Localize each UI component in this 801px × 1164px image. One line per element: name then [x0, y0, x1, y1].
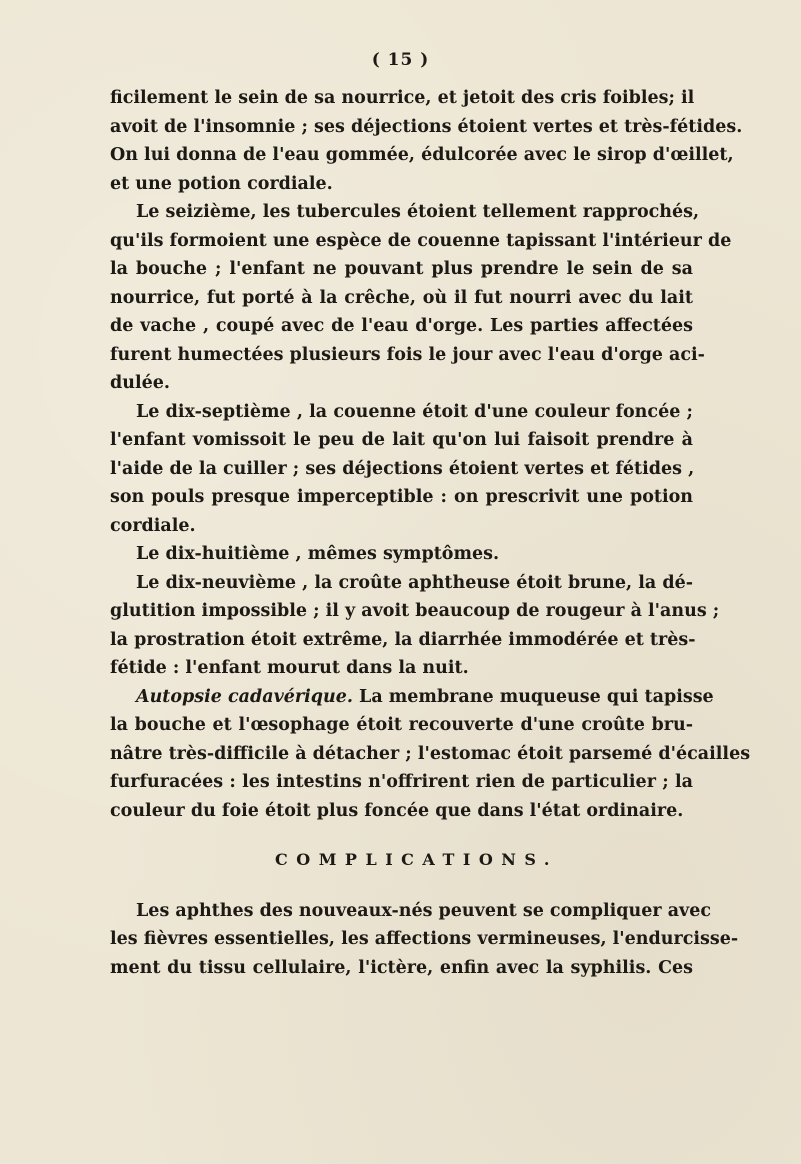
text-line: On lui donna de l'eau gommée, édulcorée avec le sirop d'œillet,	[110, 145, 734, 165]
text-line: Les aphthes des nouveaux-nés peuvent se compliquer avec	[136, 900, 712, 921]
text-line: les fièvres essentielles, les affections vermineuses, l'endurcisse-	[110, 929, 739, 949]
text-line: l'aide de la cuiller ; ses déjections étoient vertes et fétides ,	[110, 458, 695, 479]
paragraph	[110, 398, 693, 541]
text-line: la prostration étoit extrême, la diarrhée immodérée et très-	[110, 629, 696, 650]
text-line: couleur du foie étoit plus foncée que dans l'état ordinaire.	[110, 800, 684, 821]
text-line: ment du tissu cellulaire, l'ictère, enfin avec la syphilis. Ces	[110, 957, 693, 978]
text-line: avoit de l'insomnie ; ses déjections étoient vertes et très-fétides.	[110, 116, 743, 137]
text-fragment: La membrane muqueuse qui tapisse	[352, 686, 714, 707]
paragraph	[110, 897, 739, 983]
text-line: Le dix-neuvième , la croûte aphtheuse étoit brune, la dé-	[136, 572, 693, 593]
text-line: la bouche ; l'enfant ne pouvant plus prendre le sein de sa	[110, 259, 693, 279]
paragraph	[110, 540, 693, 569]
text-line: dulée.	[110, 373, 170, 393]
text-line: la bouche et l'œsophage étoit recouverte d'une croûte bru-	[110, 715, 693, 735]
text-line: son pouls presque imperceptible : on prescrivit une potion	[110, 487, 693, 507]
paragraph	[110, 84, 743, 198]
text-line: nourrice, fut porté à la crêche, où il fut nourri avec du lait	[110, 287, 693, 308]
text-line: Le dix-septième , la couenne étoit d'une couleur foncée ;	[136, 401, 693, 422]
paragraph	[110, 198, 732, 398]
autopsy-lead: Autopsie cadavérique.	[136, 686, 353, 707]
text-line	[110, 683, 714, 712]
text-line: glutition impossible ; il y avoit beaucoup de rougeur à l'anus ;	[110, 601, 720, 621]
section-heading: COMPLICATIONS.	[275, 850, 558, 869]
paragraph-autopsy	[110, 683, 751, 826]
text-line: fétide : l'enfant mourut dans la nuit.	[110, 658, 469, 678]
text-line: l'enfant vomissoit le peu de lait qu'on lui faisoit prendre à	[110, 430, 693, 450]
paragraph	[110, 569, 720, 683]
text-line: cordiale.	[110, 515, 196, 536]
text-line: et une potion cordiale.	[110, 173, 333, 194]
text-line: furent humectées plusieurs fois le jour avec l'eau d'orge aci-	[110, 344, 705, 365]
body-text	[110, 84, 751, 982]
text-line: ficilement le sein de sa nourrice, et jetoit des cris foibles; il	[110, 88, 695, 108]
text-line: nâtre très-difficile à détacher ; l'estomac étoit parsemé d'écailles	[110, 743, 751, 764]
text-line: Le dix-huitième , mêmes symptômes.	[136, 544, 500, 564]
text-line: de vache , coupé avec de l'eau d'orge. Les parties affectées	[110, 316, 693, 336]
page-number: ( 15 )	[371, 50, 430, 70]
text-line: Le seizième, les tubercules étoient tellement rapprochés,	[136, 202, 700, 222]
text-line: furfuracées : les intestins n'offrirent rien de particulier ; la	[110, 772, 693, 792]
text-line: qu'ils formoient une espèce de couenne tapissant l'intérieur de	[110, 230, 732, 251]
